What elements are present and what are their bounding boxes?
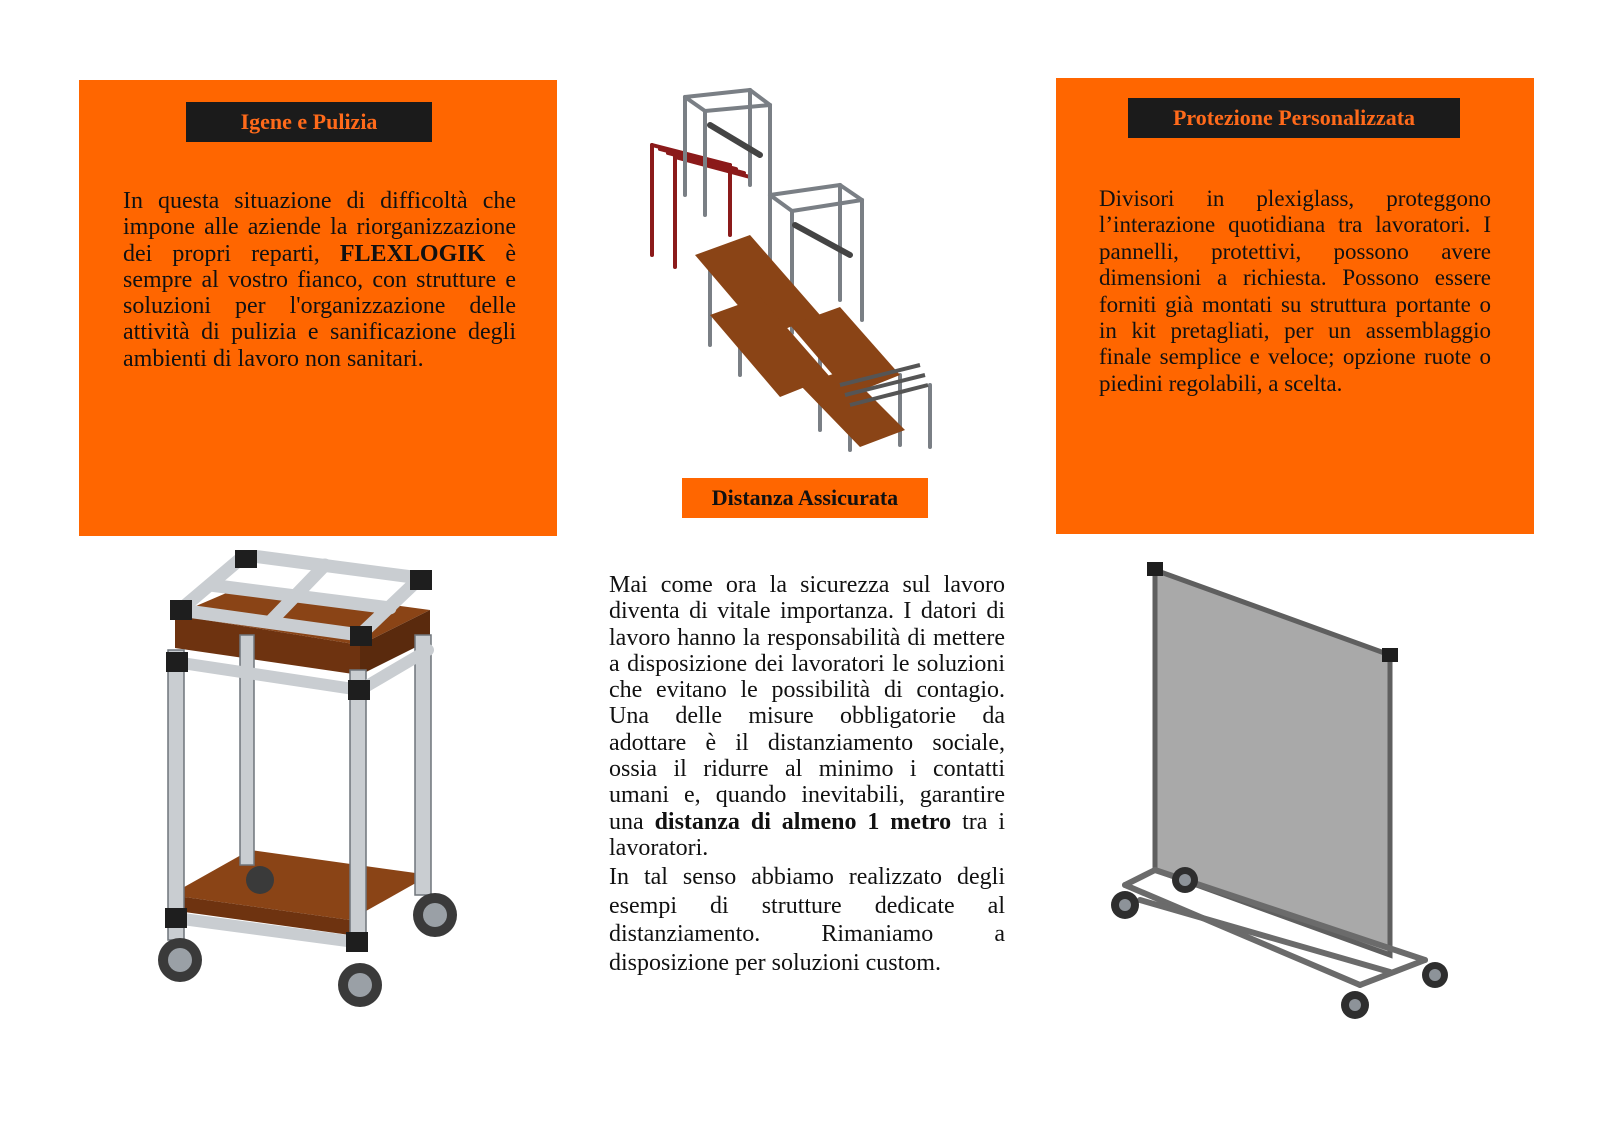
cart-illustration — [150, 550, 470, 1030]
panel-protection — [1056, 78, 1534, 534]
text-protection: Divisori in plexiglass, proteggono l’interazione quotidiana tra lavoratori. I pannelli, protettivi, possono avere dimensioni a richiesta. Possono essere forniti già montati su struttura portante o in kit pretagliati, per un assemblaggio finale semplice e veloce; opzione ruote o piedini regolabili, a scelta. — [1099, 186, 1491, 396]
title-hygiene: Igene e Pulizia — [186, 102, 432, 142]
title-protection: Protezione Personalizzata — [1128, 98, 1460, 138]
text-distance — [609, 572, 1005, 977]
text-hygiene-part1: In questa situazione di difficoltà che impone alle aziende la riorganizzazione dei propri reparti, — [123, 188, 516, 267]
text-distance-second: In tal senso abbiamo realizzato degli esempi di strutture dedicate al distanziamento. Rimaniamo a disposizione per soluzioni custom. — [609, 864, 1005, 976]
text-hygiene — [123, 188, 516, 372]
panel-hygiene — [79, 80, 557, 536]
text-hygiene-part2: è sempre al vostro fianco, con strutture e soluzioni per l'organizzazione delle attività di pulizia e sanificazione degli ambienti di lavoro non sanitari. — [123, 240, 516, 372]
title-distance: Distanza Assicurata — [682, 478, 928, 518]
text-distance-part2: tra i lavoratori. — [609, 808, 1005, 861]
brand-name: FLEXLOGIK — [339, 240, 486, 267]
workstation-line-illustration — [640, 85, 940, 465]
text-distance-bold: distanza di almeno 1 metro — [654, 808, 952, 835]
plexiglass-screen-illustration — [1105, 560, 1465, 1030]
text-distance-part1: Mai come ora la sicurezza sul lavoro diventa di vitale importanza. I datori di lavoro hanno la responsabilità di mettere a disposizione dei lavoratori le soluzioni che evitano le possibilità di contagio. Una delle misure obbligatorie da adottare è il distanziamento sociale, ossia il ridurre al minimo i contatti umani e, quando inevitabili, garantire una — [609, 572, 1005, 835]
